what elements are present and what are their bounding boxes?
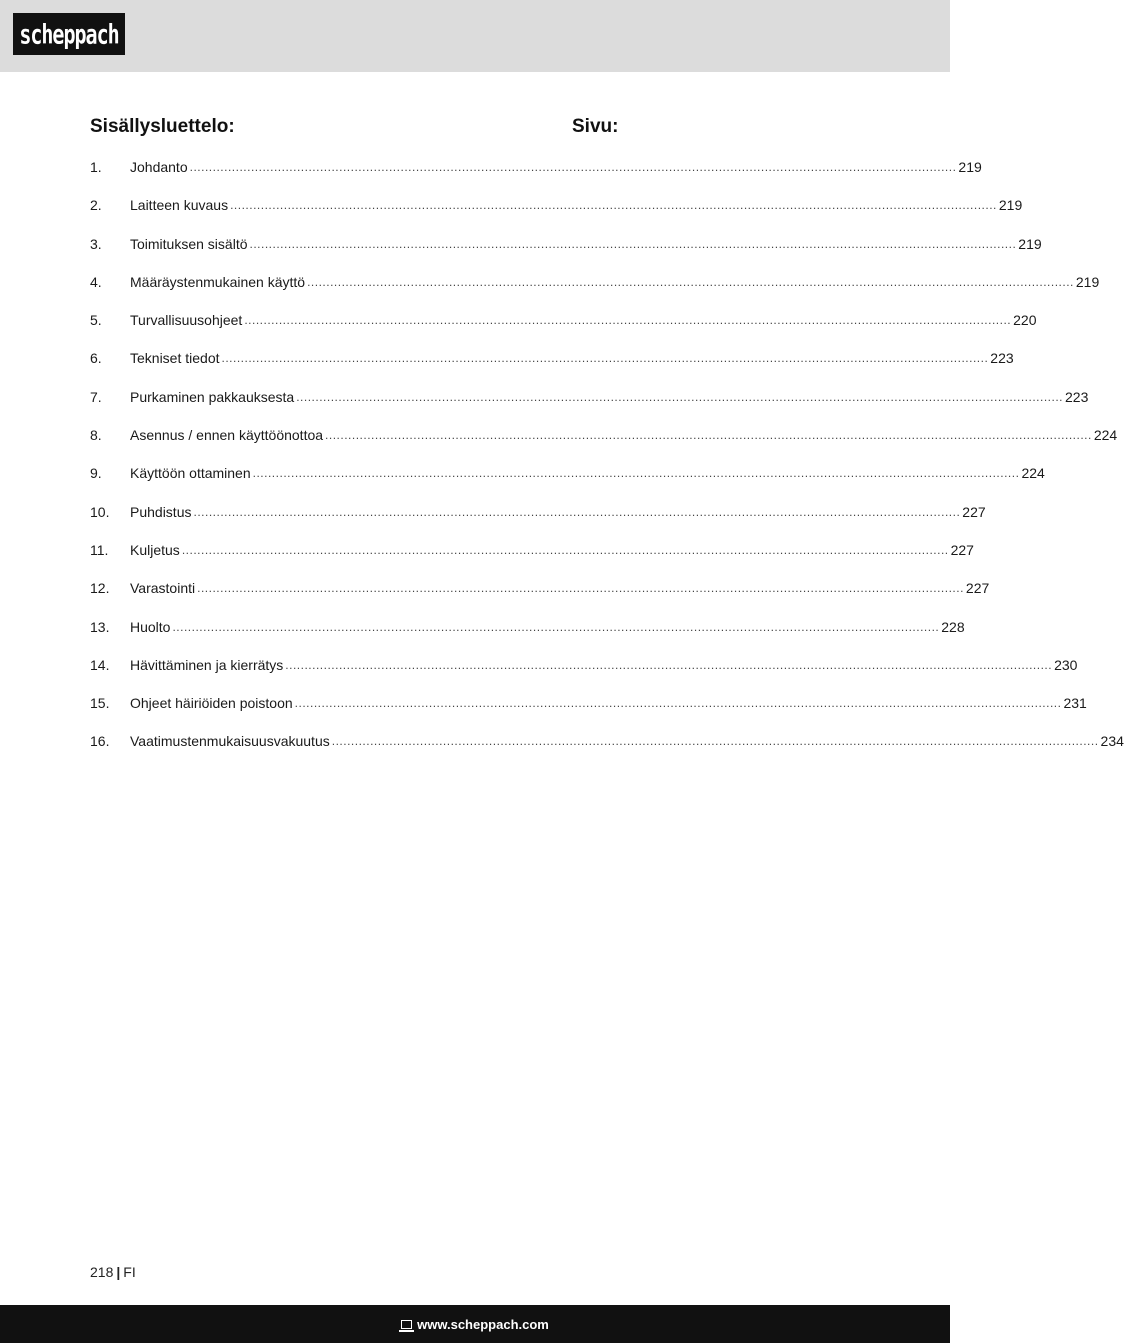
- toc-entry-page: 230: [1054, 656, 1078, 673]
- toc-entry[interactable]: [90, 234, 1042, 272]
- toc-entry-label: Varastointi: [130, 580, 196, 597]
- toc-entry-number: 15.: [90, 695, 110, 712]
- toc-entry[interactable]: [90, 540, 974, 578]
- toc-entry-label: Tekniset tiedot: [130, 350, 220, 367]
- toc-entry[interactable]: [90, 731, 1124, 769]
- toc-dot-leader: ........................................................................................................................................................................................................: [244, 313, 1012, 328]
- page-separator: |: [116, 1264, 121, 1280]
- toc-entry[interactable]: [90, 387, 1089, 425]
- toc-entry[interactable]: [90, 693, 1087, 731]
- toc-entry[interactable]: [90, 195, 1023, 233]
- toc-entry-number: 6.: [90, 350, 102, 367]
- toc-entry-page: 227: [950, 541, 974, 558]
- toc-entry-page: 219: [1075, 273, 1100, 290]
- toc-dot-leader: ........................................................................................................................................................................................................: [193, 504, 961, 519]
- toc-entry[interactable]: [90, 655, 1078, 693]
- toc-entry-page: 219: [958, 159, 982, 175]
- toc-entry-label: Ohjeet häiriöiden poistoon: [130, 695, 293, 712]
- toc-entry-number: 16.: [90, 733, 110, 750]
- toc-dot-leader: ........................................................................................................................................................................................................: [296, 389, 1063, 404]
- toc-entry-page: 227: [962, 503, 986, 520]
- toc-dot-leader: ........................................................................................................................................................................................................: [181, 542, 949, 557]
- toc-entry[interactable]: [90, 157, 982, 195]
- toc-dot-leader: ........................................................................................................................................................................................................: [197, 581, 964, 596]
- toc-entry-label: Vaatimustenmukaisuusvakuutus: [130, 733, 330, 750]
- toc-dot-leader: ........................................................................................................................................................................................................: [230, 198, 997, 213]
- toc-title: Sisällysluettelo:: [90, 116, 235, 137]
- toc-entry-number: 10.: [90, 503, 110, 520]
- toc-dot-leader: ........................................................................................................................................................................................................: [285, 657, 1053, 672]
- toc-entry-page: 231: [1063, 695, 1087, 712]
- toc-entry-page: 224: [1021, 465, 1045, 482]
- toc-entry-page: 219: [1018, 235, 1042, 252]
- toc-dot-leader: ........................................................................................................................................................................................................: [307, 274, 1074, 289]
- toc-entry[interactable]: [90, 578, 990, 616]
- toc-dot-leader: ........................................................................................................................................................................................................: [249, 236, 1017, 251]
- toc-entry-number: 1.: [90, 159, 102, 175]
- toc-entry-number: 7.: [90, 388, 102, 405]
- toc-entry-page: 223: [1065, 388, 1089, 405]
- toc-heading: [90, 116, 620, 140]
- toc-entry-page: 228: [941, 618, 965, 635]
- website-link[interactable]: www.scheppach.com: [417, 1316, 549, 1332]
- toc-entry-label: Johdanto: [130, 159, 188, 175]
- toc-entry-label: Hävittäminen ja kierrätys: [130, 656, 284, 673]
- toc-entry-number: 2.: [90, 197, 102, 214]
- toc-entry-label: Käyttöön ottaminen: [130, 465, 251, 482]
- toc-entry[interactable]: [90, 348, 1014, 386]
- toc-dot-leader: ........................................................................................................................................................................................................: [331, 734, 1099, 749]
- toc-entry-number: 11.: [90, 541, 109, 558]
- table-of-contents: [90, 157, 1124, 770]
- toc-entry-label: Puhdistus: [130, 503, 192, 520]
- toc-entry-label: Kuljetus: [130, 541, 180, 558]
- toc-entry-number: 13.: [90, 618, 110, 635]
- toc-entry[interactable]: [90, 502, 986, 540]
- toc-entry-number: 8.: [90, 427, 102, 444]
- logo-text: scheppach: [19, 17, 119, 51]
- toc-entry-number: 4.: [90, 273, 102, 290]
- toc-entry[interactable]: [90, 425, 1118, 463]
- toc-dot-leader: ........................................................................................................................................................................................................: [221, 351, 989, 366]
- toc-entry-number: 9.: [90, 465, 102, 482]
- toc-entry-label: Purkaminen pakkauksesta: [130, 388, 295, 405]
- language-code: FI: [123, 1264, 136, 1280]
- scheppach-logo: [13, 13, 125, 55]
- toc-entry-label: Toimituksen sisältö: [130, 235, 248, 252]
- toc-entry-label: Laitteen kuvaus: [130, 197, 229, 214]
- toc-entry-label: Määräystenmukainen käyttö: [130, 273, 306, 290]
- toc-entry-label: Asennus / ennen käyttöönottoa: [130, 427, 324, 444]
- toc-dot-leader: ........................................................................................................................................................................................................: [252, 466, 1020, 481]
- toc-entry-page: 219: [998, 197, 1023, 214]
- toc-entry-page: 234: [1100, 733, 1124, 750]
- toc-entry-number: 12.: [90, 580, 110, 597]
- page-number: 218: [90, 1264, 114, 1280]
- toc-entry-page: 223: [990, 350, 1014, 367]
- toc-entry-label: Turvallisuusohjeet: [130, 312, 243, 329]
- computer-icon: [401, 1320, 412, 1329]
- toc-entry-number: 14.: [90, 656, 110, 673]
- page-header: [0, 0, 950, 72]
- footer-bar: [0, 1305, 950, 1343]
- toc-page-column-label: Sivu:: [572, 116, 619, 137]
- toc-entry-number: 5.: [90, 312, 102, 329]
- toc-dot-leader: ........................................................................................................................................................................................................: [294, 696, 1062, 711]
- toc-entry[interactable]: [90, 272, 1100, 310]
- toc-dot-leader: ........................................................................................................................................................................................................: [172, 619, 940, 634]
- toc-dot-leader: ........................................................................................................................................................................................................: [189, 160, 957, 174]
- toc-entry-number: 3.: [90, 235, 102, 252]
- toc-entry-label: Huolto: [130, 618, 171, 635]
- toc-dot-leader: ........................................................................................................................................................................................................: [325, 428, 1092, 443]
- toc-entry-page: 227: [965, 580, 990, 597]
- toc-entry-page: 220: [1013, 312, 1037, 329]
- toc-entry-page: 224: [1093, 427, 1118, 444]
- toc-entry[interactable]: [90, 310, 1037, 348]
- toc-entry[interactable]: [90, 463, 1045, 501]
- page-number-footer: [90, 1264, 136, 1280]
- toc-entry[interactable]: [90, 617, 965, 655]
